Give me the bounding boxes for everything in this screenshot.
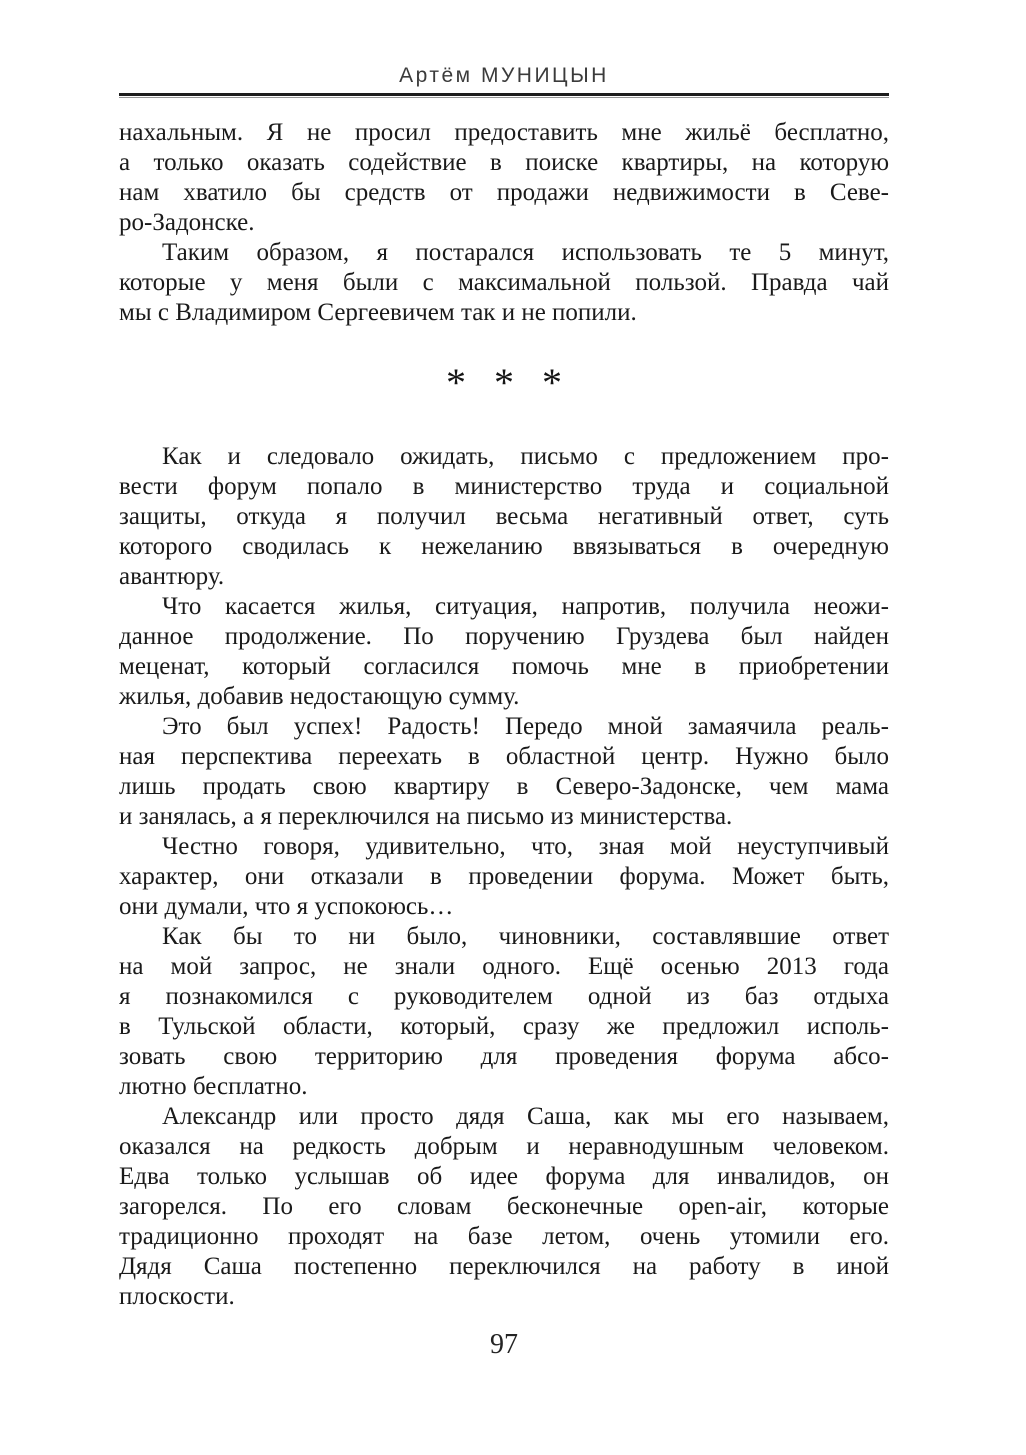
text-line: Это был успех! Радость! Передо мной замаячила реаль- (162, 713, 889, 740)
text-line: авантюру. (119, 563, 225, 590)
text-line: зовать свою территорию для проведения форума абсо- (119, 1043, 889, 1070)
text-line: данное продолжение. По поручению Груздева был найден (119, 623, 889, 650)
paragraph (119, 442, 889, 592)
text-line: Дядя Саша постепенно переключился на работу в иной (119, 1253, 889, 1280)
text-line: Александр или просто дядя Саша, как мы его называем, (162, 1103, 889, 1130)
text-line: характер, они отказали в проведении форума. Может быть, (119, 863, 889, 890)
text-line: ная перспектива переехать в областной центр. Нужно было (119, 743, 889, 770)
text-line: они думали, что я успокоюсь… (119, 893, 454, 920)
text-line: Таким образом, я постарался использовать те 5 минут, (162, 239, 889, 266)
paragraph (119, 922, 889, 1102)
text-line: которого сводилась к нежеланию ввязываться в очередную (119, 533, 889, 560)
text-line: лютно бесплатно. (119, 1073, 308, 1100)
text-line: нахальным. Я не просил предоставить мне жильё бесплатно, (119, 119, 889, 146)
text-line: Честно говоря, удивительно, что, зная мой неуступчивый (162, 833, 889, 860)
header-rule (119, 93, 889, 98)
text-line: а только оказать содействие в поиске квартиры, на которую (119, 149, 889, 176)
text-line: жилья, добавив недостающую сумму. (119, 683, 520, 710)
text-line: я познакомился с руководителем одной из баз отдыха (119, 983, 889, 1010)
text-line: Едва только услышав об идее форума для инвалидов, он (119, 1163, 889, 1190)
paragraph (119, 712, 889, 832)
text-line: Что касается жилья, ситуация, напротив, получила неожи- (162, 593, 889, 620)
text-line: оказался на редкость добрым и неравнодушным человеком. (119, 1133, 889, 1160)
section-separator-asterisks: * * * (446, 360, 562, 405)
text-line: защиты, откуда я получил весьма негативный ответ, суть (119, 503, 889, 530)
paragraph (119, 238, 889, 328)
text-line: в Тульской области, который, сразу же предложил исполь- (119, 1013, 889, 1040)
text-block (119, 0, 889, 1360)
paragraph (119, 118, 889, 238)
text-line: вести форум попало в министерство труда и социальной (119, 473, 889, 500)
running-header-author: Артём МУНИЦЫН (399, 64, 609, 87)
text-line: на мой запрос, не знали одного. Ещё осенью 2013 года (119, 953, 889, 980)
text-line: и занялась, а я переключился на письмо из министерства. (119, 803, 733, 830)
paragraph (119, 592, 889, 712)
text-line: загорелся. По его словам бесконечные open-air, которые (119, 1193, 889, 1220)
paragraph (119, 1102, 889, 1312)
text-line: которые у меня были с максимальной пользой. Правда чай (119, 269, 889, 296)
header-rule-thick-line (119, 93, 889, 96)
body-text (119, 118, 889, 1312)
text-line: меценат, который согласился помочь мне в приобретении (119, 653, 889, 680)
text-line: традиционно проходят на базе летом, очень утомили его. (119, 1223, 889, 1250)
page-number: 97 (490, 1329, 518, 1360)
header-rule-thin-line (119, 97, 889, 98)
text-line: нам хватило бы средств от продажи недвижимости в Севе- (119, 179, 889, 206)
text-line: ро-Задонске. (119, 209, 255, 236)
text-line: лишь продать свою квартиру в Северо-Задонске, чем мама (119, 773, 889, 800)
text-line: мы с Владимиром Сергеевичем так и не попили. (119, 299, 637, 326)
text-line: Как и следовало ожидать, письмо с предложением про- (162, 443, 889, 470)
text-line: плоскости. (119, 1283, 235, 1310)
text-line: Как бы то ни было, чиновники, составлявшие ответ (162, 923, 889, 950)
paragraph (119, 832, 889, 922)
